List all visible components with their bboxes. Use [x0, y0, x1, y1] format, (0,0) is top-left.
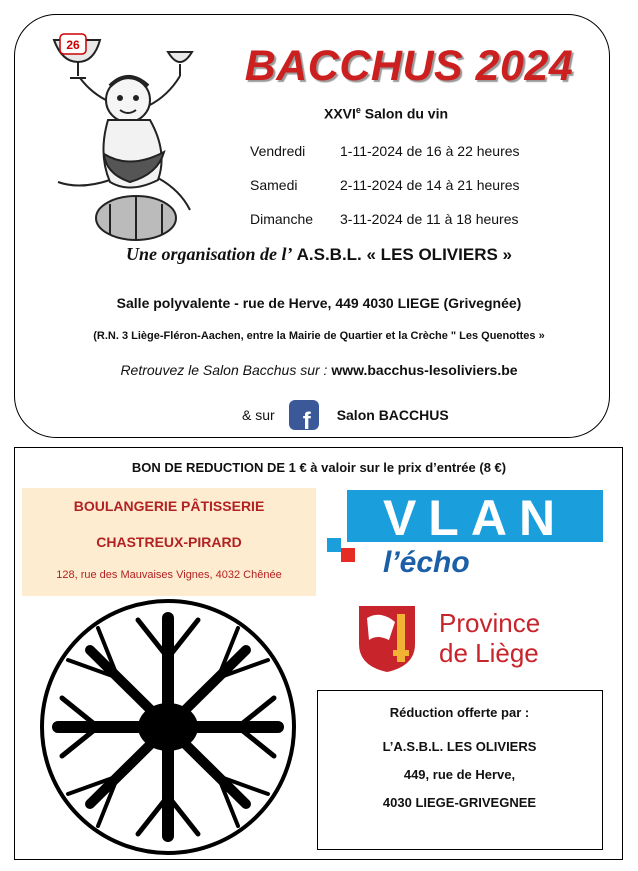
website-link[interactable]: www.bacchus-lesoliviers.be [331, 362, 518, 378]
vlan-logo-icon [325, 488, 605, 584]
reduction-org: L’A.S.B.L. LES OLIVIERS [382, 739, 537, 754]
olive-tree-icon [38, 598, 298, 856]
badge-number: 26 [66, 38, 80, 52]
province-line2: de Liège [439, 638, 539, 668]
vlan-echo: l’écho [383, 546, 470, 579]
bakery-type: BOULANGERIE PÂTISSERIE [73, 498, 265, 514]
schedule-time: 3-11-2024 de 11 à 18 heures [340, 211, 519, 227]
bakery-address: 128, rue des Mauvaises Vignes, 4032 Chênée [56, 569, 282, 581]
schedule-time: 2-11-2024 de 14 à 21 heures [340, 177, 520, 193]
route-directions: (R.N. 3 Liège-Fléron-Aachen, entre la Mairie de Quartier et la Crèche " Les Quenottes » [93, 330, 545, 342]
bacchus-mascot-icon [40, 14, 205, 244]
website-line: Retrouvez le Salon Bacchus sur : www.bacchus-lesoliviers.be [120, 362, 518, 378]
province-line1: Province [439, 608, 541, 638]
province-liege-logo-icon [355, 600, 575, 675]
salon-subtitle: XXVIe Salon du vin [324, 105, 449, 122]
reduction-street: 449, rue de Herve, [403, 767, 516, 782]
reduction-heading: Réduction offerte par : [389, 705, 530, 720]
venue-address: Salle polyvalente - rue de Herve, 449 4030 LIEGE (Grivegnée) [116, 295, 522, 311]
coupon-heading: BON DE REDUCTION DE 1 € à valoir sur le prix d’entrée (8 €) [131, 460, 507, 475]
schedule-day: Vendredi [250, 143, 306, 159]
facebook-icon[interactable]: f [289, 400, 319, 430]
organisation-line: Une organisation de l’ A.S.B.L. « LES OLIVIERS » [125, 244, 512, 264]
vlan-letters: VLAN [382, 490, 568, 546]
social-prefix: & sur [242, 407, 275, 423]
social-line [242, 400, 449, 430]
facebook-page-name[interactable]: Salon BACCHUS [336, 407, 449, 423]
bakery-sponsor [22, 488, 316, 596]
schedule-time: 1-11-2024 de 16 à 22 heures [340, 143, 520, 159]
bakery-name: CHASTREUX-PIRARD [96, 534, 242, 550]
reduction-city: 4030 LIEGE-GRIVEGNEE [382, 795, 537, 810]
schedule-day: Samedi [250, 177, 298, 193]
schedule-day: Dimanche [250, 211, 314, 227]
reduction-box [317, 690, 603, 850]
page-title: BACCHUS 2024 [244, 42, 574, 90]
